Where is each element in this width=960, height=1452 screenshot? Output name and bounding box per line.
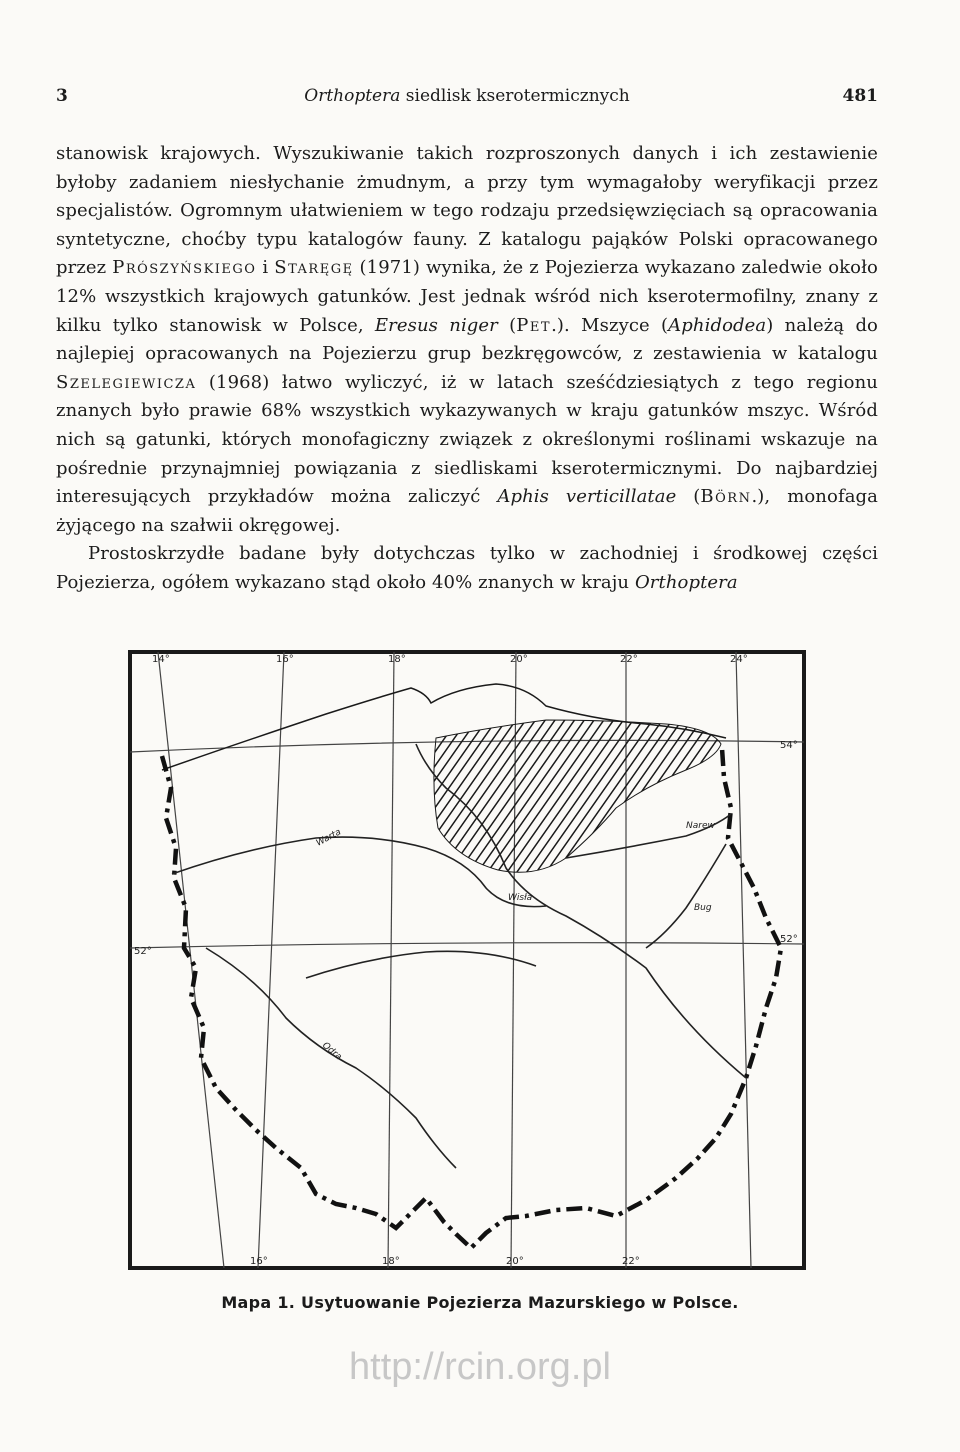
parallel-52 bbox=[130, 943, 804, 948]
taxon-name: Orthoptera bbox=[634, 571, 738, 593]
tick-label: 52° bbox=[134, 946, 152, 957]
river-label-warta: Warta bbox=[314, 827, 343, 849]
page-number-right: 481 bbox=[842, 86, 878, 106]
running-title-rest: siedlisk kserotermicznych bbox=[400, 86, 630, 106]
meridian-14 bbox=[158, 652, 224, 1268]
author-name: Szelegiewicza bbox=[56, 371, 197, 393]
tick-label: 22° bbox=[622, 1256, 640, 1267]
paragraph-2: Prostoskrzydłe badane były dotychczas tylko w zachodniej i środkowej części Pojezierza, ogółem wykazano stąd około 40% znanych w kraju Orthoptera bbox=[56, 543, 878, 593]
river-label-narew: Narew bbox=[686, 821, 715, 831]
tick-label: 18° bbox=[388, 654, 406, 665]
river-pilica bbox=[306, 951, 536, 978]
taxon-name: Aphidodea bbox=[668, 314, 767, 336]
river-label-bug: Bug bbox=[694, 903, 712, 913]
map-svg bbox=[126, 648, 808, 1272]
tick-label: 16° bbox=[276, 654, 294, 665]
pojezierze-region bbox=[434, 720, 721, 872]
page-number-left: 3 bbox=[56, 86, 68, 106]
tick-label: 16° bbox=[250, 1256, 268, 1267]
tick-label: 52° bbox=[780, 934, 798, 945]
bottom-ticks bbox=[250, 1256, 640, 1267]
species-name: Eresus niger bbox=[374, 314, 498, 336]
river-label-odra: Odra bbox=[320, 1040, 344, 1063]
species-name: Aphis verticillatae bbox=[497, 486, 677, 508]
tick-label: 20° bbox=[506, 1256, 524, 1267]
river-bug bbox=[646, 844, 726, 948]
page-header bbox=[56, 86, 878, 112]
author-name: Staręgę bbox=[274, 257, 354, 279]
running-title bbox=[56, 86, 878, 106]
watermark[interactable]: http://rcin.org.pl bbox=[349, 1346, 611, 1388]
river-label-wisla: Wisła bbox=[508, 893, 533, 903]
tick-label: 54° bbox=[780, 740, 798, 751]
map-caption: Mapa 1. Usytuowanie Pojezierza Mazurskiego w Polsce. bbox=[221, 1293, 739, 1312]
river-odra bbox=[206, 948, 456, 1168]
author-name: Börn bbox=[700, 486, 752, 508]
top-ticks bbox=[152, 654, 748, 665]
running-title-italic: Orthoptera bbox=[304, 86, 401, 106]
tick-label: 22° bbox=[620, 654, 638, 665]
tick-label: 20° bbox=[510, 654, 528, 665]
paragraph-1: stanowisk krajowych. Wyszukiwanie takich rozproszonych danych i ich zestawienie byłoby zadaniem niesłychanie żmudnym, a przy tym wymagałoby weryfikacji przez specjalistów. Ogromnym ułatwieniem w tego rodzaju przedsięwzięciach są opracowania syntetyczne, choćby typu katalogów fauny. Z katalogu pająków Polski opracowanego przez Prószyńskiego i Staręgę (1971) wynika, że z Pojezierza wykazano zaledwie około 12% wszystkich krajowych gatunków. Jest jednak wśród nich kserotermofilny, znany z kilku tylko stanowisk w Polsce, Eresus niger (Pet.). Mszyce (Aphidodea) należą do najlepiej opracowanych na Pojezierzu grup bezkręgowców, z zestawienia w katalogu Szelegiewicza (1968) łatwo wyliczyć, iż w latach sześćdziesiątych z tego regionu znanych było prawie 68% wszystkich wykazywanych w kraju gatunków mszyc. Wśród nich są gatunki, których monofagiczny związek z określonymi roślinami wskazuje na pośrednie przynajmniej powiązania z siedliskami kserotermicznymi. Do najbardziej interesujących przykładów można zaliczyć Aphis verticillatae (Börn.), monofaga żyjącego na szałwii okręgowej. bbox=[56, 143, 878, 536]
meridian-24 bbox=[736, 652, 751, 1268]
tick-label: 18° bbox=[382, 1256, 400, 1267]
tick-label: 24° bbox=[730, 654, 748, 665]
map-figure bbox=[126, 648, 808, 1272]
meridian-16 bbox=[258, 652, 284, 1268]
author-name: Pet bbox=[516, 314, 552, 336]
meridian-18 bbox=[388, 652, 394, 1268]
tick-label: 14° bbox=[152, 654, 170, 665]
author-name: Prószyńskiego bbox=[112, 257, 257, 279]
body-text bbox=[56, 140, 878, 598]
